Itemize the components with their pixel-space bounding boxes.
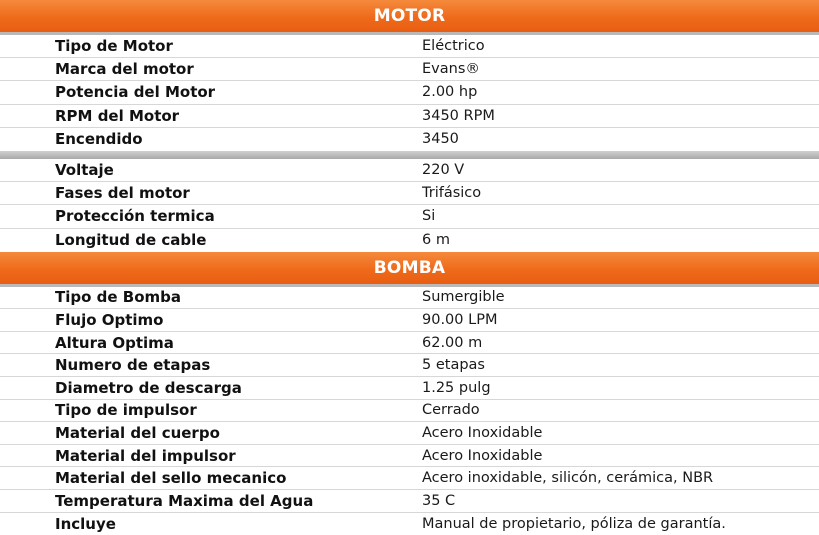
- spec-label: Material del cuerpo: [55, 424, 220, 443]
- spec-label: Fases del motor: [55, 184, 190, 203]
- spec-label: Diametro de descarga: [55, 378, 242, 397]
- spec-row: [0, 159, 819, 182]
- spec-value: Eléctrico: [422, 38, 485, 55]
- spec-label: Tipo de Bomba: [55, 288, 181, 307]
- spec-value: Sumergible: [422, 289, 505, 306]
- spec-label: Material del impulsor: [55, 446, 236, 465]
- spec-row: [0, 422, 819, 445]
- spec-value: 3450: [422, 131, 459, 148]
- spec-row: [0, 467, 819, 490]
- spec-row: [0, 445, 819, 468]
- spec-value: Manual de propietario, póliza de garantía.: [422, 515, 726, 532]
- spec-row: [0, 309, 819, 332]
- spec-value: Si: [422, 208, 436, 225]
- spec-row: [0, 128, 819, 151]
- spec-label: Voltaje: [55, 161, 114, 180]
- spec-row: [0, 490, 819, 513]
- spec-value: 90.00 LPM: [422, 312, 498, 329]
- spec-value: 2.00 hp: [422, 84, 478, 101]
- spec-label: Marca del motor: [55, 60, 194, 79]
- spec-label: Temperatura Maxima del Agua: [55, 491, 314, 510]
- section-title: BOMBA: [373, 257, 446, 278]
- spec-row: [0, 354, 819, 377]
- spec-label: Potencia del Motor: [55, 83, 216, 102]
- spec-label: Altura Optima: [55, 333, 174, 352]
- section-header-bomba: [0, 252, 819, 284]
- divider: [0, 151, 819, 159]
- spec-label: Protección termica: [55, 207, 215, 226]
- spec-value: 5 etapas: [422, 357, 485, 374]
- spec-row: [0, 229, 819, 252]
- spec-value: Trifásico: [422, 185, 482, 202]
- spec-label: Longitud de cable: [55, 231, 207, 250]
- spec-row: [0, 35, 819, 58]
- spec-label: RPM del Motor: [55, 106, 180, 125]
- spec-row: [0, 513, 819, 535]
- spec-row: [0, 205, 819, 228]
- spec-value: 220 V: [422, 162, 465, 179]
- spec-value: 62.00 m: [422, 334, 483, 351]
- spec-value: Acero inoxidable, silicón, cerámica, NBR: [422, 470, 714, 487]
- spec-row: [0, 182, 819, 205]
- spec-label: Tipo de Motor: [55, 37, 173, 56]
- spec-value: 3450 RPM: [422, 107, 495, 124]
- spec-value: Acero Inoxidable: [422, 447, 543, 464]
- spec-label: Numero de etapas: [55, 356, 211, 375]
- spec-row: [0, 58, 819, 81]
- spec-label: Material del sello mecanico: [55, 469, 287, 488]
- spec-row: [0, 81, 819, 104]
- spec-label: Encendido: [55, 130, 143, 149]
- section-title: MOTOR: [373, 6, 446, 26]
- spec-value: Cerrado: [422, 402, 480, 419]
- spec-value: 1.25 pulg: [422, 379, 491, 396]
- spec-row: [0, 287, 819, 310]
- motor-specs: [0, 35, 819, 252]
- spec-value: Acero Inoxidable: [422, 425, 543, 442]
- spec-value: Evans®: [422, 61, 480, 78]
- spec-label: Incluye: [55, 514, 116, 533]
- spec-row: [0, 105, 819, 128]
- spec-value: 35 C: [422, 492, 456, 509]
- spec-row: [0, 400, 819, 423]
- spec-row: [0, 377, 819, 400]
- spec-value: 6 m: [422, 232, 450, 249]
- section-header-motor: [0, 0, 819, 32]
- spec-row: [0, 332, 819, 355]
- spec-label: Tipo de impulsor: [55, 401, 197, 420]
- bomba-specs: [0, 287, 819, 535]
- spec-label: Flujo Optimo: [55, 311, 164, 330]
